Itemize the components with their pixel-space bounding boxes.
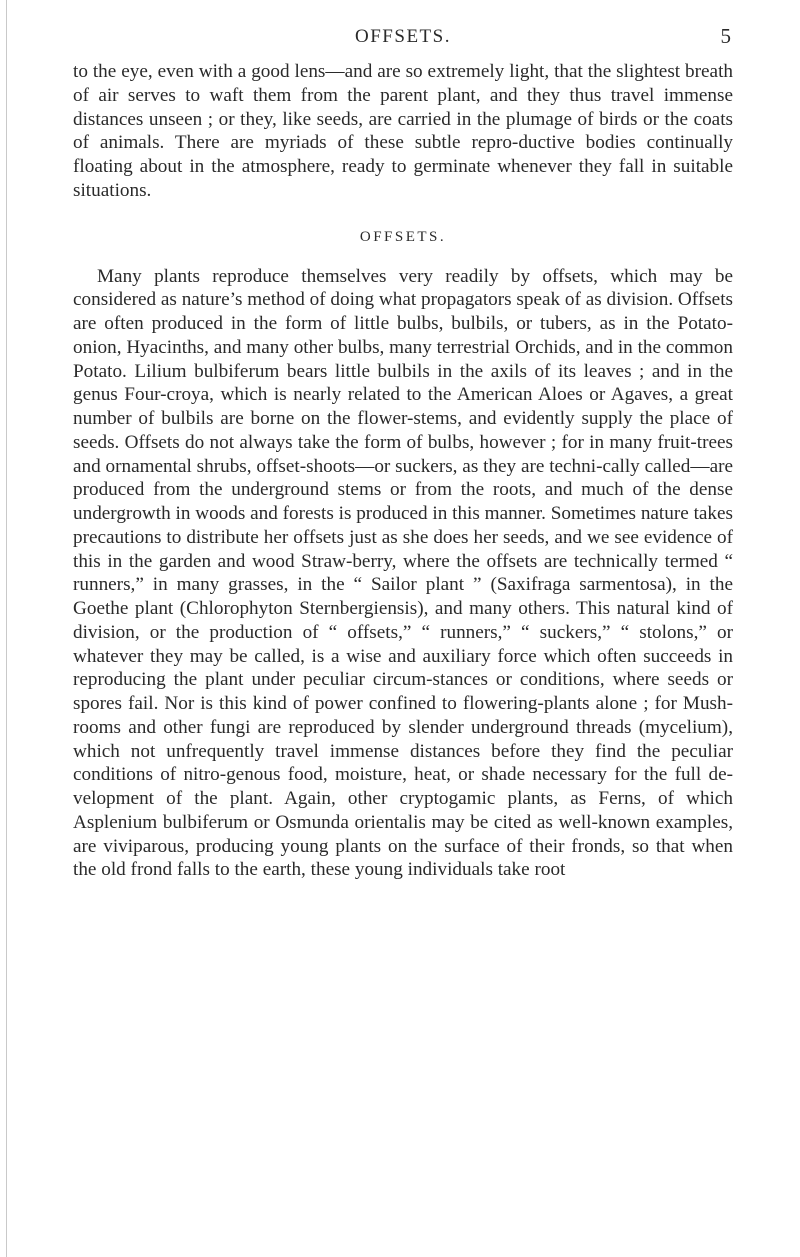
running-title: OFFSETS. <box>355 26 451 47</box>
section-heading: OFFSETS. <box>359 228 447 245</box>
page-edge-line <box>6 0 7 1257</box>
page-number: 5 <box>720 24 731 48</box>
book-page <box>73 0 733 882</box>
section-paragraph: Many plants reproduce themselves very readily by offsets, which may be considered as nature’s method of doing what propagators speak of as division. Offsets are often produced in the form of little bulbs, bulbils, or tubers, as in the Potato-onion, Hyacinths, and many other bulbs, many terrestrial Orchids, and in the common Potato. Lilium bulbiferum bears little bulbils in the axils of its leaves ; and in the genus Four-croya, which is nearly related to the American Aloes or Agaves, a great number of bulbils are borne on the flower-stems, and evidently supply the place of seeds. Offsets do not always take the form of bulbs, however ; for in many fruit-trees and ornamental shrubs, offset-shoots—or suckers, as they are techni-cally called—are produced from the underground stems or from the roots, and much of the dense undergrowth in woods and forests is produced in this manner. Sometimes nature takes precautions to distribute her offsets just as she does her seeds, and we see evidence of this in the garden and wood Straw-berry, where the offsets are technically termed “ runners,” in many grasses, in the “ Sailor plant ” (Saxifraga sarmentosa), in the Goethe plant (Chlorophyton Sternbergiensis), and many others. This natural kind of division, or the production of “ offsets,” “ runners,” “ suckers,” “ stolons,” or whatever they may be called, is a wise and auxiliary force which often succeeds in reproducing the plant under peculiar circum-stances or conditions, where seeds or spores fail. Nor is this kind of power confined to flowering-plants alone ; for Mush-rooms and other fungi are reproduced by slender underground threads (mycelium), which not unfrequently travel immense distances before they find the peculiar conditions of nitro-genous food, moisture, heat, or shade necessary for the full de-velopment of the plant. Again, other cryptogamic plants, as Ferns, of which Asplenium bulbiferum or Osmunda orientalis may be cited as well-known examples, are viviparous, producing young plants on the surface of their fronds, so that when the old frond falls to the earth, these young individuals take root <box>73 265 733 881</box>
running-head <box>73 0 733 60</box>
intro-paragraph: to the eye, even with a good lens—and are so extremely light, that the slightest breath of air serves to waft them from the parent plant, and they thus travel immense distances unseen ; or they, like seeds, are carried in the plumage of birds or the coats of animals. There are myriads of these subtle repro-ductive bodies continually floating about in the atmosphere, ready to germinate whenever they fall in suitable situations. <box>73 61 733 201</box>
